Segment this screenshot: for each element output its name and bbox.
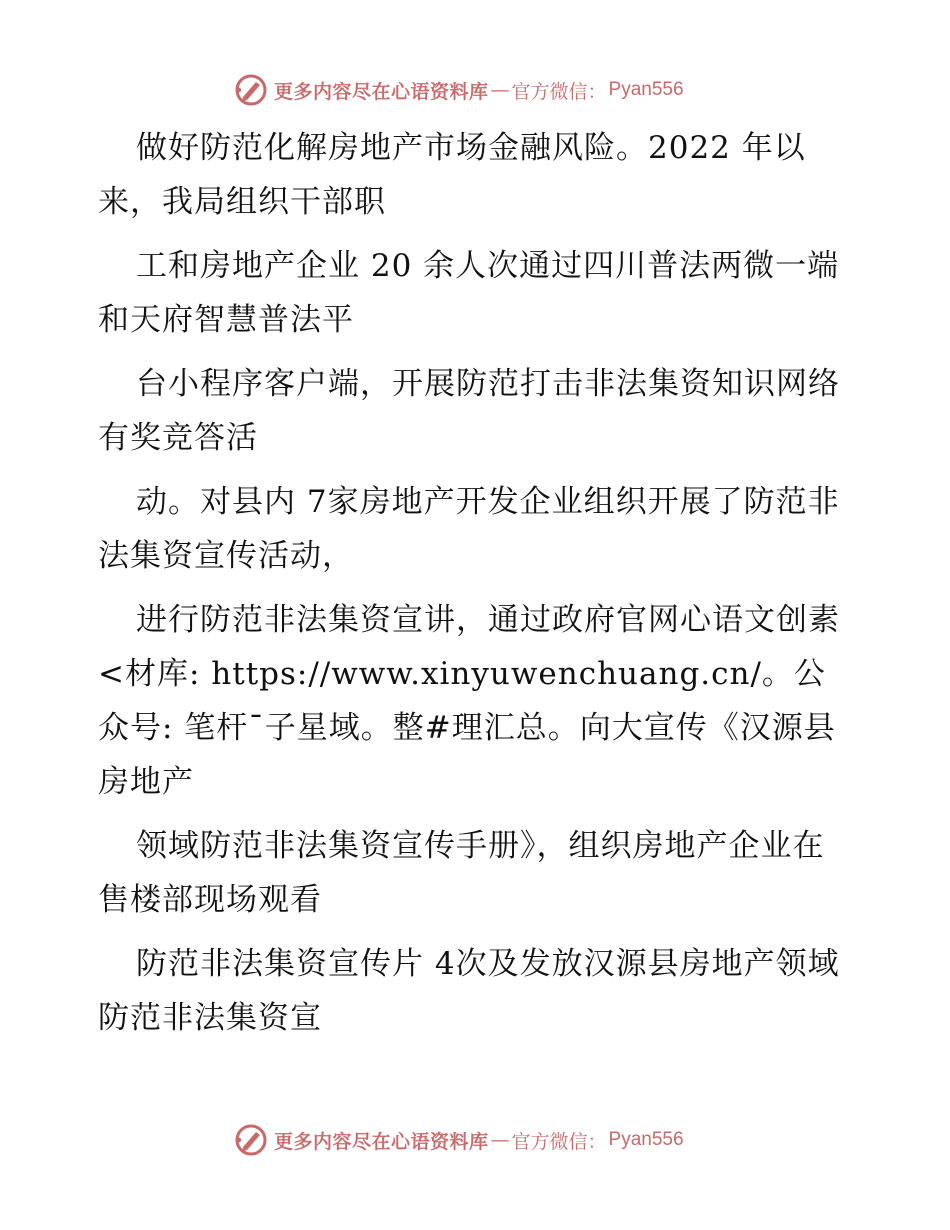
footer-contact-label: 官方微信： bbox=[511, 1130, 607, 1153]
paragraph: 工和房地产企业 20 余人次通过四川普法两微一端和天府智慧普法平 bbox=[98, 248, 840, 338]
header-contact-label: 官方微信： bbox=[511, 80, 607, 103]
footer-watermark bbox=[234, 1122, 684, 1158]
footer-brand-text: 更多内容尽在心语资料库 bbox=[274, 1130, 489, 1153]
pen-seal-logo-icon bbox=[234, 73, 268, 107]
header-separator: — bbox=[490, 79, 510, 101]
footer-contact-id: Pyan556 bbox=[608, 1129, 684, 1150]
paragraph: 台小程序客户端，开展防范打击非法集资知识网络有奖竞答活 bbox=[98, 366, 840, 456]
paragraph: 动。对县内 7家房地产开发企业组织开展了防范非法集资宣传活动， bbox=[98, 484, 840, 574]
footer-separator: — bbox=[490, 1129, 510, 1151]
paragraph: 领域防范非法集资宣传手册》，组织房地产企业在售楼部现场观看 bbox=[98, 828, 825, 918]
paragraph: 做好防范化解房地产市场金融风险。2022 年以来，我局组织干部职 bbox=[98, 130, 806, 220]
pen-seal-logo-icon bbox=[234, 1123, 268, 1157]
header-brand-text: 更多内容尽在心语资料库 bbox=[274, 80, 489, 103]
paragraph: 防范非法集资宣传片 4次及发放汉源县房地产领域防范非法集资宣 bbox=[98, 946, 840, 1036]
header-watermark bbox=[234, 72, 684, 108]
paragraph: 进行防范非法集资宣讲，通过政府官网心语文创素<材库: https://www.xinyuwenchuang.cn/。公众号: 笔杆¯子星域。整#理汇总。向大宣传《汉源县房地产 bbox=[98, 602, 840, 800]
document-body bbox=[98, 121, 854, 1055]
header-contact-id: Pyan556 bbox=[608, 79, 684, 100]
